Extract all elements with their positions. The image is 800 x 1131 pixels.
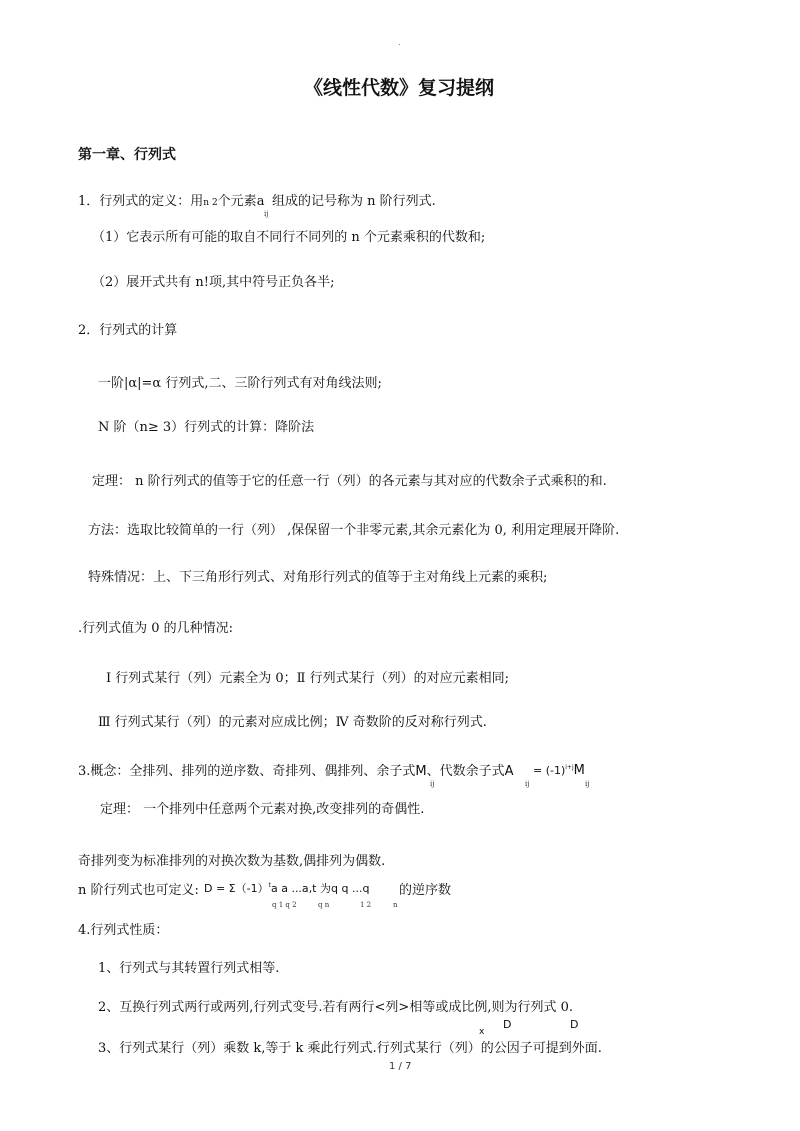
page-number: 1 / 7 <box>389 1061 412 1072</box>
minor-subscript: ij <box>430 780 435 788</box>
cofactor-exponent: i+j <box>565 764 574 771</box>
sum-t-def: ,t 为q q ...q <box>308 882 370 895</box>
formula-M-subscript: ij <box>585 780 590 788</box>
formula-M: M <box>573 763 585 778</box>
definition-suffix: 组成的记号称为 n 阶行列式. <box>272 194 436 209</box>
property-3: 3、行列式某行（列）乘数 k,等于 k 乘此行列式.行列式某行（列）的公因子可提到外面. <box>98 1041 602 1056</box>
cofactor-subscript: ij <box>525 780 530 788</box>
theorem-line: 定理： n 阶行列式的值等于它的任意一行（列）的各元素与其对应的代数余子式乘积的和. <box>92 474 607 489</box>
property-3-D1: D <box>503 1018 512 1031</box>
sum-sub-2: q n <box>318 901 330 909</box>
minor-M: M <box>415 764 427 779</box>
property-3-x: x <box>479 1027 485 1037</box>
sum-sub-4: n <box>393 901 398 909</box>
definition-prefix: 1．行列式的定义：用 <box>78 194 204 209</box>
page-title: 《线性代数》复习提纲 <box>304 77 495 99</box>
property-1: 1、行列式与其转置行列式相等. <box>98 961 280 976</box>
sum-exponent: t <box>268 882 271 889</box>
sum-sub-1: q 1 q 2 <box>272 901 297 909</box>
definition-elements: 个元素 <box>217 194 257 209</box>
method-line: 方法：选取比较简单的一行（列） ,保保留一个非零元素,其余元素化为 0, 利用定理展开降阶. <box>88 523 620 538</box>
property-3-D2: D <box>570 1018 579 1031</box>
chapter-heading: 第一章、行列式 <box>78 147 176 163</box>
cofactor-equals: = (-1) <box>533 764 566 777</box>
n-squared: n 2 <box>203 198 218 208</box>
cofactor-formula <box>533 763 585 778</box>
concept-line <box>78 760 514 779</box>
section-calc-heading: 2．行列式的计算 <box>78 323 178 338</box>
text-line-6: N 阶（n≥ 3）行列式的计算：降阶法 <box>98 420 315 435</box>
sum-terms: a a ...a <box>270 882 309 895</box>
sum-D: D = Σ（-1） <box>204 882 269 895</box>
inversion-count: 的逆序数 <box>399 883 452 898</box>
sum-sub-3: 1 2 <box>360 901 372 909</box>
odd-even-line: 奇排列变为标准排列的对换次数为基数,偶排列为偶数. <box>78 854 386 869</box>
concept-text: 3.概念：全排列、排列的逆序数、奇排列、偶排列、余子式 <box>78 764 416 779</box>
zero-cases-line-2: Ⅲ 行列式某行（列）的元素对应成比例；Ⅳ 奇数阶的反对称行列式. <box>98 715 487 730</box>
properties-heading: 4.行列式性质： <box>78 923 169 938</box>
alt-definition: n 阶行列式也可定义: <box>78 883 199 898</box>
cofactor-A: A <box>504 764 514 779</box>
text-line-2: （1）它表示所有可能的取自不同行不同列的 n 个元素乘积的代数和; <box>92 230 486 245</box>
definition-line <box>78 190 264 209</box>
concept-text-2: 、代数余子式 <box>426 764 505 779</box>
special-case-line: 特殊情况：上、下三角形行列式、对角形行列式的值等于主对角线上元素的乘积; <box>88 570 548 585</box>
element-a: a <box>256 194 265 209</box>
sum-formula <box>204 880 369 896</box>
text-line-3: （2）展开式共有 n!项,其中符号正负各半; <box>92 275 335 290</box>
property-2: 2、互换行列式两行或两列,行列式变号.若有两行<列>相等或成比例,则为行列式 0. <box>98 1000 573 1015</box>
header-mark: . <box>398 38 401 47</box>
text-line-5: 一阶|α|=α 行列式,二、三阶行列式有对角线法则; <box>98 376 382 391</box>
zero-cases-line-1: Ⅰ 行列式某行（列）元素全为 0；Ⅱ 行列式某行（列）的对应元素相同; <box>106 671 510 686</box>
parity-theorem: 定理： 一个排列中任意两个元素对换,改变排列的奇偶性. <box>100 802 425 817</box>
zero-cases-heading: .行列式值为 0 的几种情况: <box>78 621 234 636</box>
element-a-subscript: ij <box>264 210 269 218</box>
